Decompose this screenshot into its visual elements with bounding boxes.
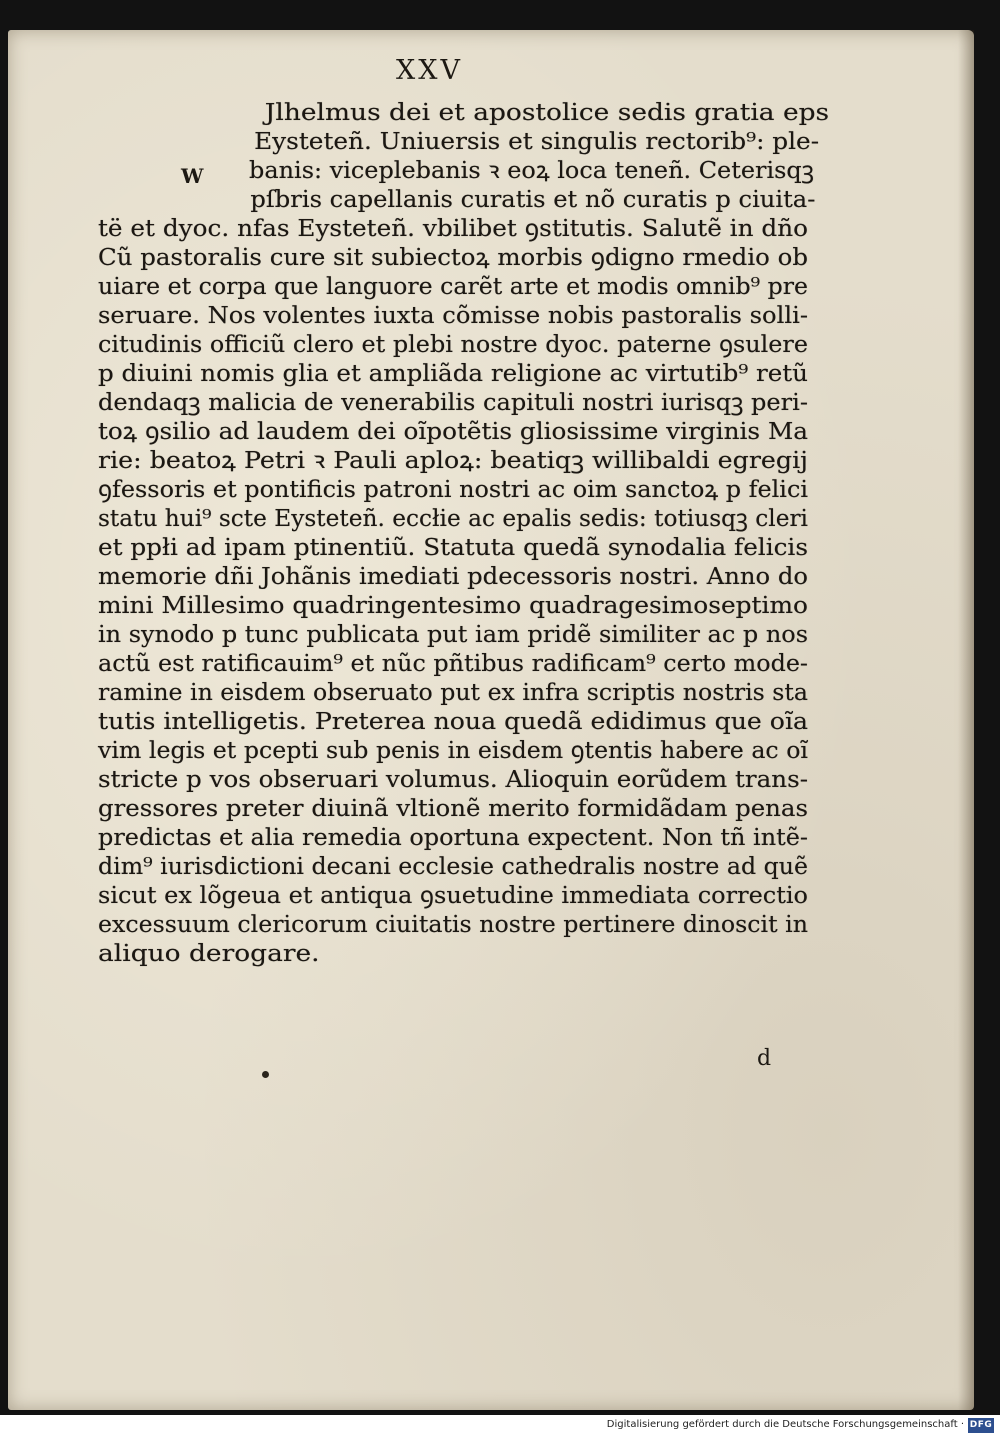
text-line: statu hui⁹ scte Eysteteñ. eccłie ac epalis sedis: totiusqꝫ cleri [98,506,809,532]
text-line: seruare. Nos volentes iuxta cõmisse nobis pastoralis solli‑ [98,303,808,329]
text-line: Jlhelmus dei et apostolice sedis gratia eps [264,100,830,126]
ink-spot [262,1071,269,1078]
text-line: Cũ pastoralis cure sit subiectoꝝ morbis ꝯdigno rmedio ob [98,245,808,271]
text-block [98,99,830,969]
text-line: in synodo p tunc publicata put iam pridẽ similiter ac p nos [98,622,808,648]
dfg-logo: DFG [968,1418,994,1433]
text-line: banis: viceplebanis ꝛ eoꝝ loca teneñ. Ceterisqꝫ [249,158,815,184]
text-line: citudinis officiũ clero et plebi nostre dyoc. paterne ꝯsulere [98,332,808,358]
text-line: rie: beatoꝝ Petri ꝛ Pauli aploꝝ: beatiqꝫ willibaldi egregij [98,448,808,474]
text-line: Eysteteñ. Uniuersis et singulis rectorib⁹: ple‑ [254,129,820,155]
text-line: ramine in eisdem obseruato put ex infra scriptis nostris sta [98,680,808,706]
guide-letter: W [181,164,204,188]
text-line: dendaqꝫ malicia de venerabilis capituli nostri iurisqꝫ peri‑ [98,390,808,416]
text-line: të et dyoc. nfas Eysteteñ. vbilibet ꝯstitutis. Salutẽ in dño [98,216,808,242]
catchword: d [757,1046,772,1071]
text-line: excessuum clericorum ciuitatis nostre pertinere dinoscit in [98,912,808,938]
text-line: et ppłi ad ipam ptinentiũ. Statuta quedã synodalia felicis [98,535,808,561]
footer-bar [0,1415,1000,1437]
text-line: ꝯfessoris et pontificis patroni nostri ac oim sanctoꝝ p felici [98,477,808,503]
text-line: memorie dñi Johãnis imediati pdecessoris nostri. Anno do [98,564,809,590]
text-line: tutis intelligetis. Preterea noua quedã edidimus que oĩa [98,709,808,735]
text-line: uiare et corpa que languore carẽt arte et modis omnib⁹ pre [98,274,808,300]
page-edge-shadow [958,30,974,1410]
folio-number: XXV [396,55,463,86]
text-line: actũ est ratificauim⁹ et nũc pñtibus radificam⁹ certo mode‑ [98,651,809,677]
funding-credit: Digitalisierung gefördert durch die Deutsche Forschungsgemeinschaft · [606,1419,964,1430]
text-line: gressores preter diuinã vltionẽ merito formidãdam penas [98,796,808,822]
text-line: sicut ex lõgeua et antiqua ꝯsuetudine immediata correctio [98,883,808,909]
text-line: vim legis et pcepti sub penis in eisdem ꝯtentis habere ac oĩ [98,738,808,764]
text-line: toꝝ ꝯsilio ad laudem dei oĩpotẽtis gliosissime virginis Ma [98,419,808,445]
text-line: mini Millesimo quadringentesimo quadragesimoseptimo [98,593,808,619]
text-line: aliquo derogare. [98,941,320,967]
text-line: p diuini nomis glia et ampliãda religione ac virtutib⁹ retũ [98,361,808,387]
text-line: pſbris capellanis curatis et nõ curatis p ciuita‑ [250,187,816,213]
text-line: dim⁹ iurisdictioni decani ecclesie cathedralis nostre ad quẽ [98,854,808,880]
text-line: stricte p vos obseruari volumus. Alioquin eorũdem trans‑ [98,767,808,793]
text-line: predictas et alia remedia oportuna expectent. Non tñ intẽ‑ [98,825,808,851]
